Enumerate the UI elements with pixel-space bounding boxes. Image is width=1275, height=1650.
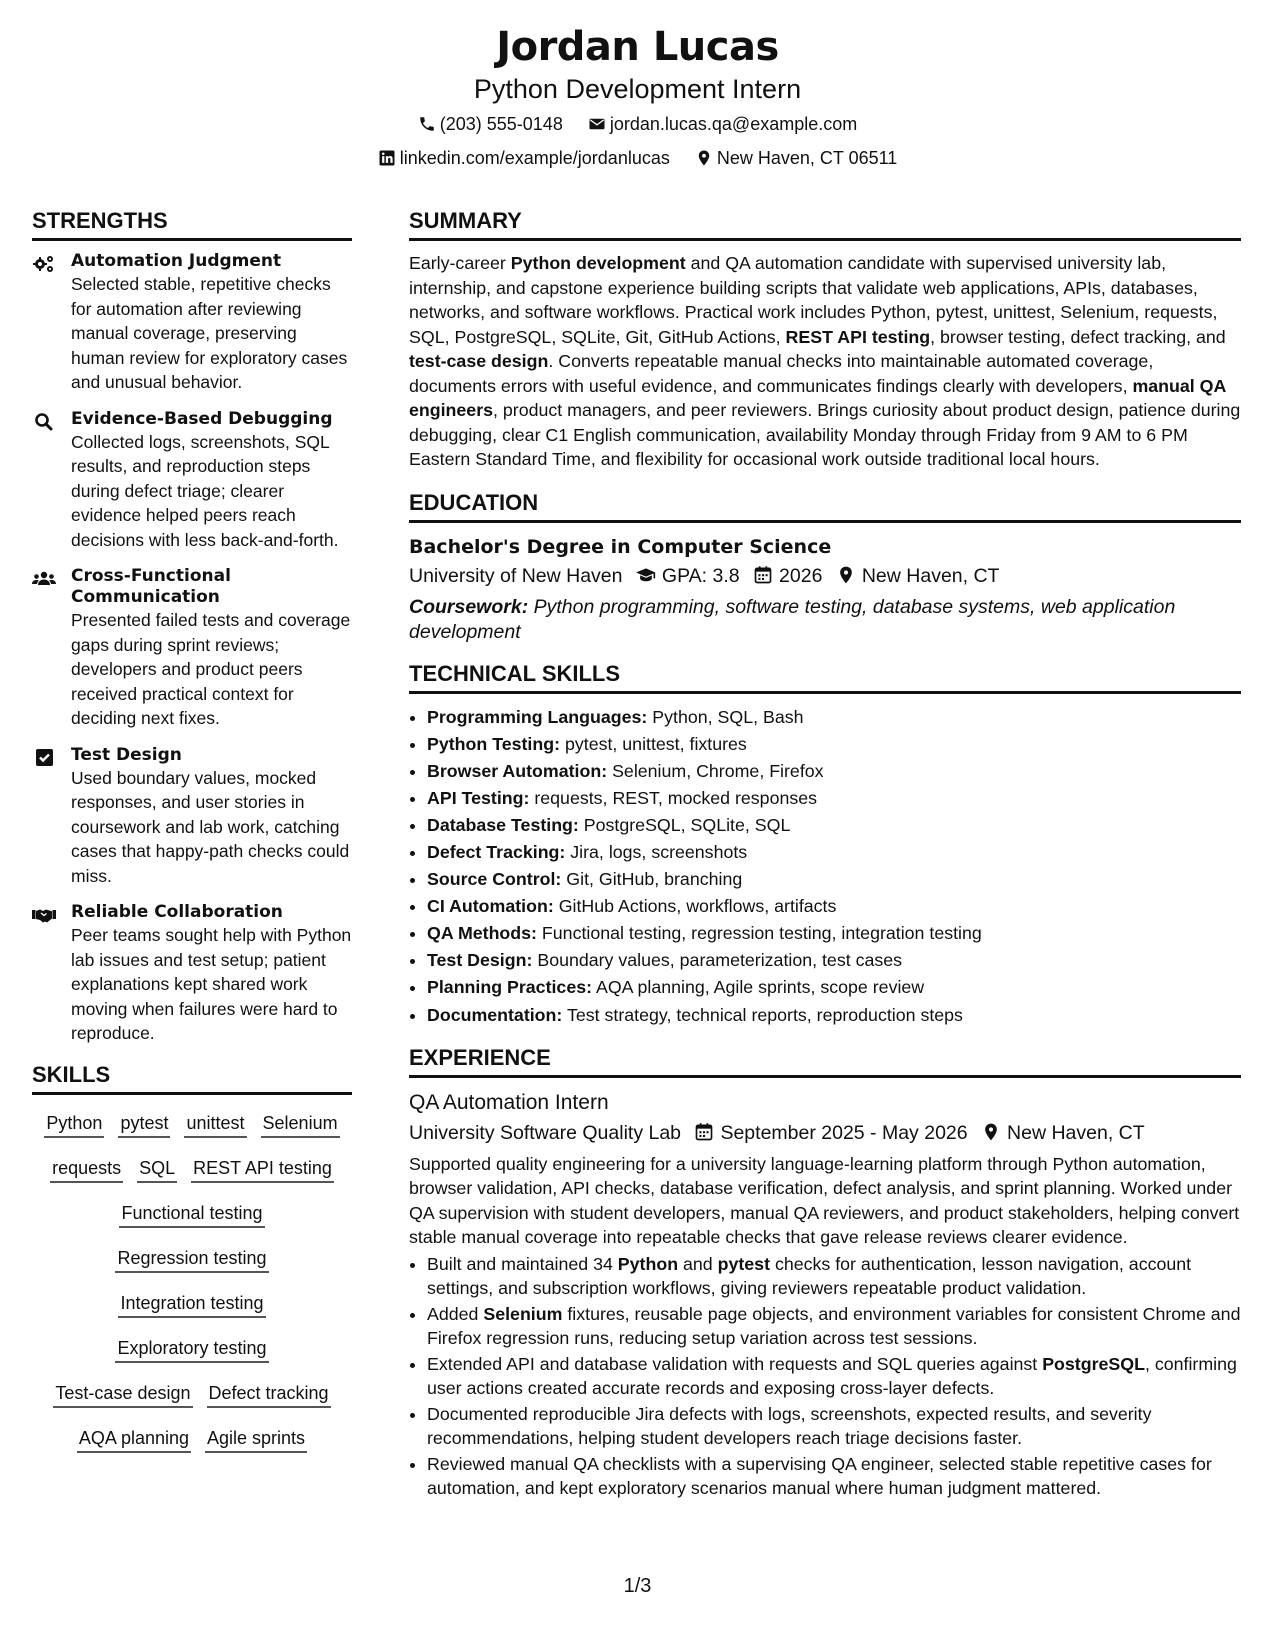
technical-skill-label: Database Testing: <box>427 814 579 835</box>
job-title: QA Automation Intern <box>409 1090 609 1114</box>
job-org: University Software Quality Lab <box>409 1121 682 1144</box>
job-bullet <box>427 1452 1241 1501</box>
strength-item <box>32 745 352 889</box>
job-bullet-segment: Extended API and database validation with requests and SQL queries against <box>427 1353 1043 1374</box>
technical-skill-value: AQA planning, Agile sprints, scope review <box>592 977 925 998</box>
job-bullet-segment: Documented reproducible Jira defects with logs, screenshots, expected results, and severity recommendations, helping student developers reach triage decisions faster. <box>427 1403 1152 1449</box>
calendar-icon <box>753 565 773 585</box>
graduation-cap-icon <box>636 565 656 585</box>
right-column <box>409 206 1241 1502</box>
job-bullet-segment: fixtures, reusable page objects, and environment variables for consistent Chrome and Firefox regression runs, reducing setup variation across test sessions. <box>427 1303 1241 1349</box>
skill-tag: REST API testing <box>191 1155 334 1183</box>
technical-skill-value: Functional testing, regression testing, integration testing <box>536 923 982 944</box>
coursework <box>409 595 1241 645</box>
skill-tag: Selenium <box>261 1110 340 1138</box>
skill-tag: Python <box>44 1110 104 1138</box>
strength-item <box>32 251 352 395</box>
degree-title: Bachelor's Degree in Computer Science <box>409 535 832 558</box>
technical-skill-value: Jira, logs, screenshots <box>565 841 748 862</box>
left-column <box>32 206 352 1461</box>
technical-skill-item <box>427 812 1241 839</box>
job-bullet-segment: Built and maintained 34 <box>427 1253 618 1274</box>
strength-desc: Collected logs, screenshots, SQL results, and reproduction steps during defect triage; clearer evidence helped peers reach decisions with less back-and-forth. <box>71 431 339 550</box>
skills-tag-cloud <box>32 1101 352 1461</box>
job-bullet <box>427 1352 1241 1401</box>
technical-skill-label: Browser Automation: <box>427 760 608 781</box>
linkedin-text: linkedin.com/example/jordanlucas <box>399 148 670 168</box>
education-heading: EDUCATION <box>409 488 1241 523</box>
contact-row-1 <box>0 108 1275 140</box>
job-bullet <box>427 1402 1241 1451</box>
skill-tag: Defect tracking <box>207 1380 331 1408</box>
technical-skill-label: Programming Languages: <box>427 706 648 727</box>
gears-icon <box>32 254 56 274</box>
technical-skill-item <box>427 839 1241 866</box>
summary-text <box>409 251 1241 472</box>
technical-skill-value: PostgreSQL, SQLite, SQL <box>578 814 791 835</box>
technical-skill-item <box>427 1002 1241 1029</box>
job-bullet-segment: Reviewed manual QA checklists with a supervising QA engineer, selected stable repetitive cases for automation, and kept exploratory scenarios manual where human judgment mattered. <box>427 1453 1212 1499</box>
skill-tag-row <box>32 1191 352 1236</box>
technical-skill-label: Source Control: <box>427 869 562 890</box>
phone-text: (203) 555-0148 <box>439 114 563 134</box>
strength-desc: Used boundary values, mocked responses, and user stories in coursework and lab work, catching cases that happy-path checks could miss. <box>71 767 350 886</box>
envelope-icon <box>588 115 606 133</box>
skill-tag: requests <box>50 1155 123 1183</box>
coursework-label: Coursework: <box>409 595 529 618</box>
education-meta <box>409 561 1241 591</box>
technical-skill-item <box>427 974 1241 1001</box>
job-bullet-segment: Added <box>427 1303 484 1324</box>
technical-skill-label: Python Testing: <box>427 733 561 754</box>
summary-bold: Python development <box>510 253 686 273</box>
school-name: University of New Haven <box>409 564 623 587</box>
candidate-name: Jordan Lucas <box>496 24 779 70</box>
skill-tag-row <box>32 1326 352 1371</box>
strength-item <box>32 566 352 731</box>
skill-tag-row <box>32 1281 352 1326</box>
summary-segment: , product managers, and peer reviewers. Brings curiosity about product design, patience during debugging, clear C1 English communication, availability Monday through Friday from 9 AM to 6 PM Eastern Standard Time, and flexibility for occasional work outside traditional local hours. <box>409 400 1241 469</box>
technical-skill-item <box>427 920 1241 947</box>
skill-tag-row <box>32 1101 352 1146</box>
strength-item <box>32 409 352 553</box>
skill-tag: Integration testing <box>118 1290 265 1318</box>
strength-title: Reliable Collaboration <box>71 902 283 922</box>
technical-skill-value: requests, REST, mocked responses <box>529 787 818 808</box>
strength-desc: Presented failed tests and coverage gaps during sprint reviews; developers and product peers received practical context for deciding next fixes. <box>71 610 351 728</box>
technical-skill-label: Planning Practices: <box>427 977 593 998</box>
technical-skill-label: Test Design: <box>427 950 533 971</box>
candidate-title: Python Development Intern <box>473 74 802 104</box>
skill-tag-row <box>32 1146 352 1191</box>
technical-skills-list <box>409 704 1241 1029</box>
summary-bold: manual QA engineers <box>409 375 1226 420</box>
technical-skill-label: CI Automation: <box>427 896 554 917</box>
technical-skill-value: Selenium, Chrome, Firefox <box>607 760 824 781</box>
summary-segment: Early-career <box>409 253 511 273</box>
job-bullet-segment: , confirming user actions created accurate records and exposing cross-layer defects. <box>427 1353 1237 1399</box>
job-bullet <box>427 1302 1241 1351</box>
technical-skill-item <box>427 704 1241 731</box>
map-pin-icon <box>695 149 713 167</box>
linkedin-contact[interactable] <box>378 148 675 168</box>
handshake-icon <box>32 905 56 925</box>
technical-skills-heading: TECHNICAL SKILLS <box>409 659 1241 694</box>
magnifier-icon <box>32 412 56 432</box>
skill-tag-row <box>32 1371 352 1416</box>
summary-bold: REST API testing <box>785 326 931 347</box>
school-location: New Haven, CT <box>861 564 1000 587</box>
job-bullet-segment: and <box>678 1253 718 1274</box>
technical-skill-label: API Testing: <box>427 787 530 808</box>
skill-tag: Agile sprints <box>205 1425 307 1453</box>
strength-title: Test Design <box>71 744 182 765</box>
job-bullet <box>427 1252 1241 1301</box>
job-bullet-bold: PostgreSQL <box>1042 1353 1145 1374</box>
phone-contact[interactable] <box>418 114 568 134</box>
job-bullet-bold: pytest <box>717 1253 770 1274</box>
job-dates: September 2025 - May 2026 <box>720 1121 968 1144</box>
technical-skill-item <box>427 893 1241 920</box>
technical-skill-value: Test strategy, technical reports, reproduction steps <box>562 1004 963 1025</box>
summary-heading: SUMMARY <box>409 206 1241 241</box>
skill-tag: SQL <box>137 1155 177 1183</box>
strength-title: Cross-Functional Communication <box>71 566 231 607</box>
skill-tag: Regression testing <box>115 1245 268 1273</box>
job-location: New Haven, CT <box>1007 1121 1145 1144</box>
summary-segment: and QA automation candidate with supervised university lab, internship, and capstone experience building scripts that validate web applications, APIs, databases, networks, and software workflows. Practical work includes Python, pytest, unittest, Selenium, requests, SQL, PostgreSQL, SQLite, Git, GitHub Actions, <box>409 253 1218 347</box>
technical-skill-value: GitHub Actions, workflows, artifacts <box>553 896 837 917</box>
location-contact <box>695 148 897 168</box>
technical-skill-item <box>427 785 1241 812</box>
skill-tag: AQA planning <box>77 1425 191 1453</box>
summary-segment: , browser testing, defect tracking, and <box>930 326 1226 347</box>
phone-icon <box>418 115 436 133</box>
job-description: Supported quality engineering for a university language-learning platform through Python automation, browser validation, API checks, database verification, defect analysis, and sprint planning. Worked under QA supervision with student developers, manual QA reviewers, and product stakeholders, helping convert stable manual coverage into repeatable checks that gave release reviews clearer evidence. <box>409 1153 1240 1248</box>
technical-skill-item <box>427 758 1241 785</box>
experience-heading: EXPERIENCE <box>409 1043 1241 1078</box>
skill-tag-row <box>32 1236 352 1281</box>
strength-desc: Peer teams sought help with Python lab issues and test setup; patient explanations kept shared work moving when failures were hard to reproduce. <box>71 925 352 1043</box>
graduation-year: 2026 <box>779 564 823 587</box>
email-contact[interactable] <box>588 114 857 134</box>
technical-skill-label: QA Methods: <box>427 923 537 944</box>
technical-skill-value: Git, GitHub, branching <box>561 869 743 890</box>
strength-item <box>32 902 352 1046</box>
gpa-text: GPA: 3.8 <box>661 564 740 587</box>
checkbox-icon <box>32 748 56 768</box>
technical-skill-item <box>427 731 1241 758</box>
strength-title: Automation Judgment <box>71 251 282 271</box>
skill-tag: unittest <box>184 1110 246 1138</box>
technical-skill-value: pytest, unittest, fixtures <box>560 733 747 754</box>
users-icon <box>32 569 56 589</box>
technical-skill-value: Python, SQL, Bash <box>647 706 804 727</box>
job-bullet-bold: Selenium <box>483 1303 563 1324</box>
strength-desc: Selected stable, repetitive checks for automation after reviewing manual coverage, preserving human review for exploratory cases and unusual behavior. <box>71 274 348 392</box>
skill-tag-row <box>32 1416 352 1461</box>
map-pin-icon <box>981 1122 1001 1142</box>
calendar-icon <box>694 1122 714 1142</box>
technical-skill-label: Defect Tracking: <box>427 841 566 862</box>
email-text: jordan.lucas.qa@example.com <box>609 114 858 134</box>
skills-heading: SKILLS <box>32 1060 352 1095</box>
technical-skill-value: Boundary values, parameterization, test cases <box>532 950 903 971</box>
technical-skill-item <box>427 947 1241 974</box>
technical-skill-item <box>427 866 1241 893</box>
skill-tag: Test-case design <box>53 1380 192 1408</box>
job-bullets <box>409 1252 1241 1501</box>
technical-skill-label: Documentation: <box>427 1004 563 1025</box>
summary-bold: test-case design <box>409 351 549 371</box>
strength-title: Evidence-Based Debugging <box>71 408 333 429</box>
strengths-heading: STRENGTHS <box>32 206 352 241</box>
summary-segment: . Converts repeatable manual checks into maintainable automated coverage, documents errors with useful evidence, and communicates findings clearly with developers, <box>409 351 1154 396</box>
job-bullet-segment: checks for authentication, lesson navigation, account settings, and subscription workflows, giving reviewers repeatable product validation. <box>427 1253 1192 1299</box>
job-bullet-bold: Python <box>617 1253 679 1274</box>
skill-tag: pytest <box>118 1110 170 1138</box>
linkedin-icon <box>378 149 396 167</box>
location-text: New Haven, CT 06511 <box>716 148 898 168</box>
job-meta <box>409 1118 1241 1148</box>
skill-tag: Functional testing <box>119 1200 264 1228</box>
contact-row-2 <box>0 142 1275 174</box>
map-pin-icon <box>836 565 856 585</box>
resume-header <box>0 22 1275 174</box>
coursework-text: Python programming, software testing, database systems, web application development <box>409 595 1176 643</box>
page-number: 1/3 <box>623 1575 652 1597</box>
skill-tag: Exploratory testing <box>115 1335 268 1363</box>
